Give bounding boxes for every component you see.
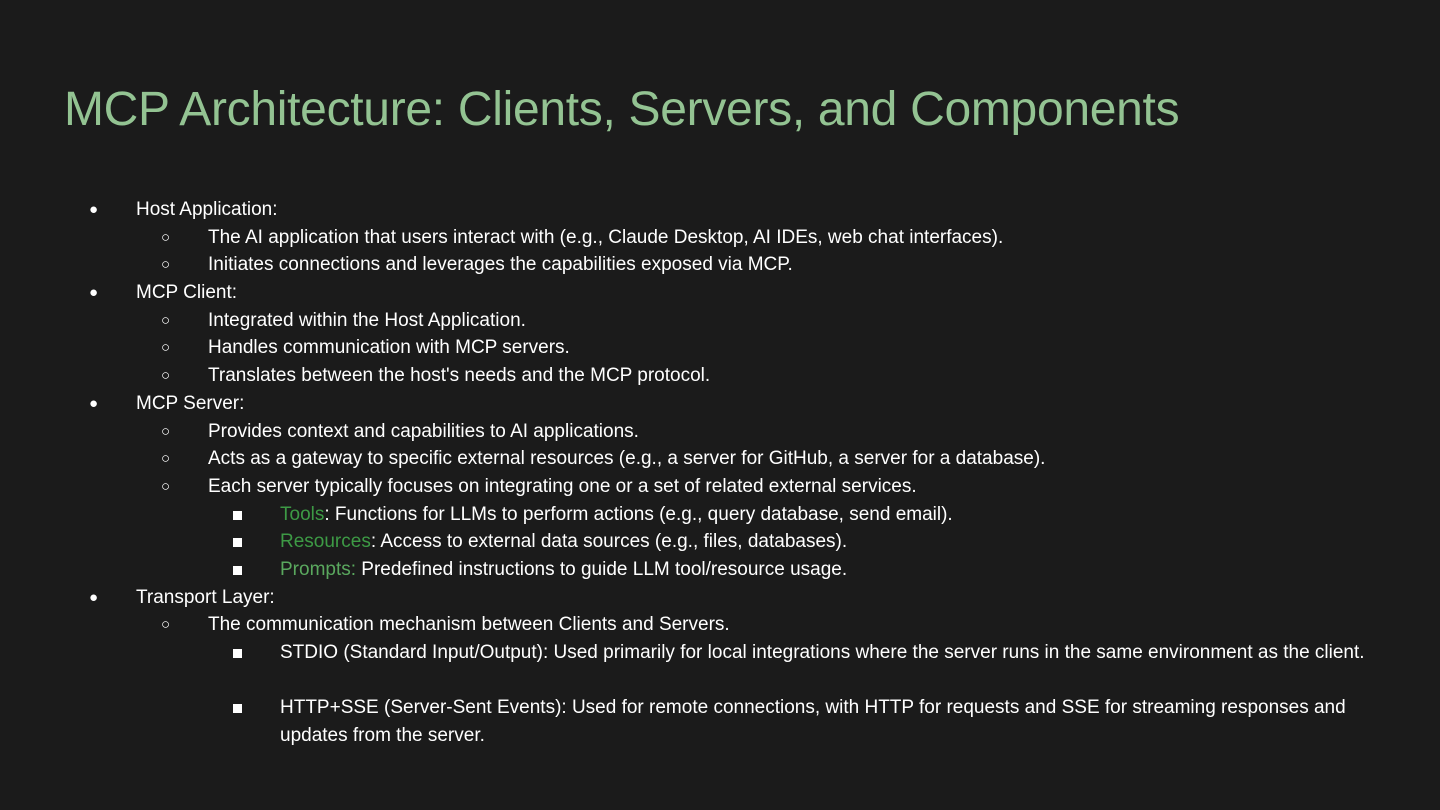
list-item	[0, 362, 1440, 390]
circle-bullet-icon: ○	[161, 256, 171, 274]
server-item: Each server typically focuses on integrating one or a set of related external services.	[208, 475, 917, 497]
mechanism-text: STDIO (Standard Input/Output): Used primarily for local integrations where the server runs in the same environment as the client.	[280, 642, 1365, 663]
circle-bullet-icon: ○	[161, 450, 171, 468]
square-bullet-icon	[233, 556, 242, 585]
list-item	[0, 251, 1440, 279]
disc-bullet-icon: ●	[89, 394, 99, 412]
square-bullet-icon	[233, 501, 242, 530]
component-term-prompts: Prompts:	[280, 558, 357, 580]
component-text	[280, 556, 1370, 584]
transport-label: Transport Layer:	[136, 586, 275, 608]
slide-title: MCP Architecture: Clients, Servers, and Components	[64, 83, 1180, 136]
component-term-resources: Resources	[280, 531, 371, 553]
list-item-http-sse	[0, 694, 1440, 749]
component-text	[280, 528, 1370, 556]
circle-bullet-icon: ○	[161, 339, 171, 357]
square-bullet-icon	[233, 694, 242, 723]
square-bullet-icon	[233, 528, 242, 557]
circle-bullet-icon: ○	[161, 422, 171, 440]
circle-bullet-icon: ○	[161, 477, 171, 495]
component-term-tools: Tools	[280, 503, 325, 525]
host-item: Initiates connections and leverages the capabilities exposed via MCP.	[208, 254, 793, 276]
mechanism-text: HTTP+SSE (Server-Sent Events): Used for remote connections, with HTTP for requests and SSE for streaming responses and updates from the server.	[280, 697, 1346, 747]
circle-bullet-icon: ○	[161, 616, 171, 634]
component-text	[280, 501, 1370, 529]
list-item	[0, 473, 1440, 501]
host-label: Host Application:	[136, 199, 278, 220]
client-label: MCP Client:	[136, 282, 238, 304]
square-bullet-icon	[233, 639, 242, 668]
server-item: Acts as a gateway to specific external resources (e.g., a server for GitHub, a server for a database).	[208, 448, 1046, 470]
list-item-server	[0, 390, 1440, 418]
server-label: MCP Server:	[136, 392, 245, 414]
list-item	[0, 307, 1440, 335]
client-item: Integrated within the Host Application.	[208, 309, 526, 331]
component-desc: : Functions for LLMs to perform actions (e.g., query database, send email).	[324, 503, 953, 525]
list-item	[0, 445, 1440, 473]
host-item: The AI application that users interact with (e.g., Claude Desktop, AI IDEs, web chat interfaces).	[208, 226, 1004, 248]
disc-bullet-icon: ●	[89, 201, 99, 218]
disc-bullet-icon: ●	[89, 284, 99, 302]
list-item	[0, 611, 1440, 639]
list-item	[0, 224, 1440, 252]
client-item: Translates between the host's needs and the MCP protocol.	[208, 365, 711, 387]
list-item-client	[0, 279, 1440, 307]
component-desc: Predefined instructions to guide LLM tool/resource usage.	[356, 558, 848, 580]
component-desc: : Access to external data sources (e.g., files, databases).	[370, 531, 848, 553]
list-item-prompts	[0, 556, 1440, 584]
client-item: Handles communication with MCP servers.	[208, 337, 570, 359]
bullet-list	[0, 196, 1440, 750]
transport-item: The communication mechanism between Clients and Servers.	[208, 614, 730, 636]
server-item: Provides context and capabilities to AI applications.	[208, 420, 639, 442]
disc-bullet-icon: ●	[89, 588, 99, 606]
list-item-host	[0, 196, 1440, 224]
list-item-tools	[0, 501, 1440, 529]
list-item-resources	[0, 528, 1440, 556]
list-item-transport	[0, 584, 1440, 612]
list-item-stdio	[0, 639, 1440, 694]
circle-bullet-icon: ○	[161, 367, 171, 385]
circle-bullet-icon: ○	[161, 228, 171, 246]
circle-bullet-icon: ○	[161, 311, 171, 329]
list-item	[0, 334, 1440, 362]
list-item	[0, 418, 1440, 446]
